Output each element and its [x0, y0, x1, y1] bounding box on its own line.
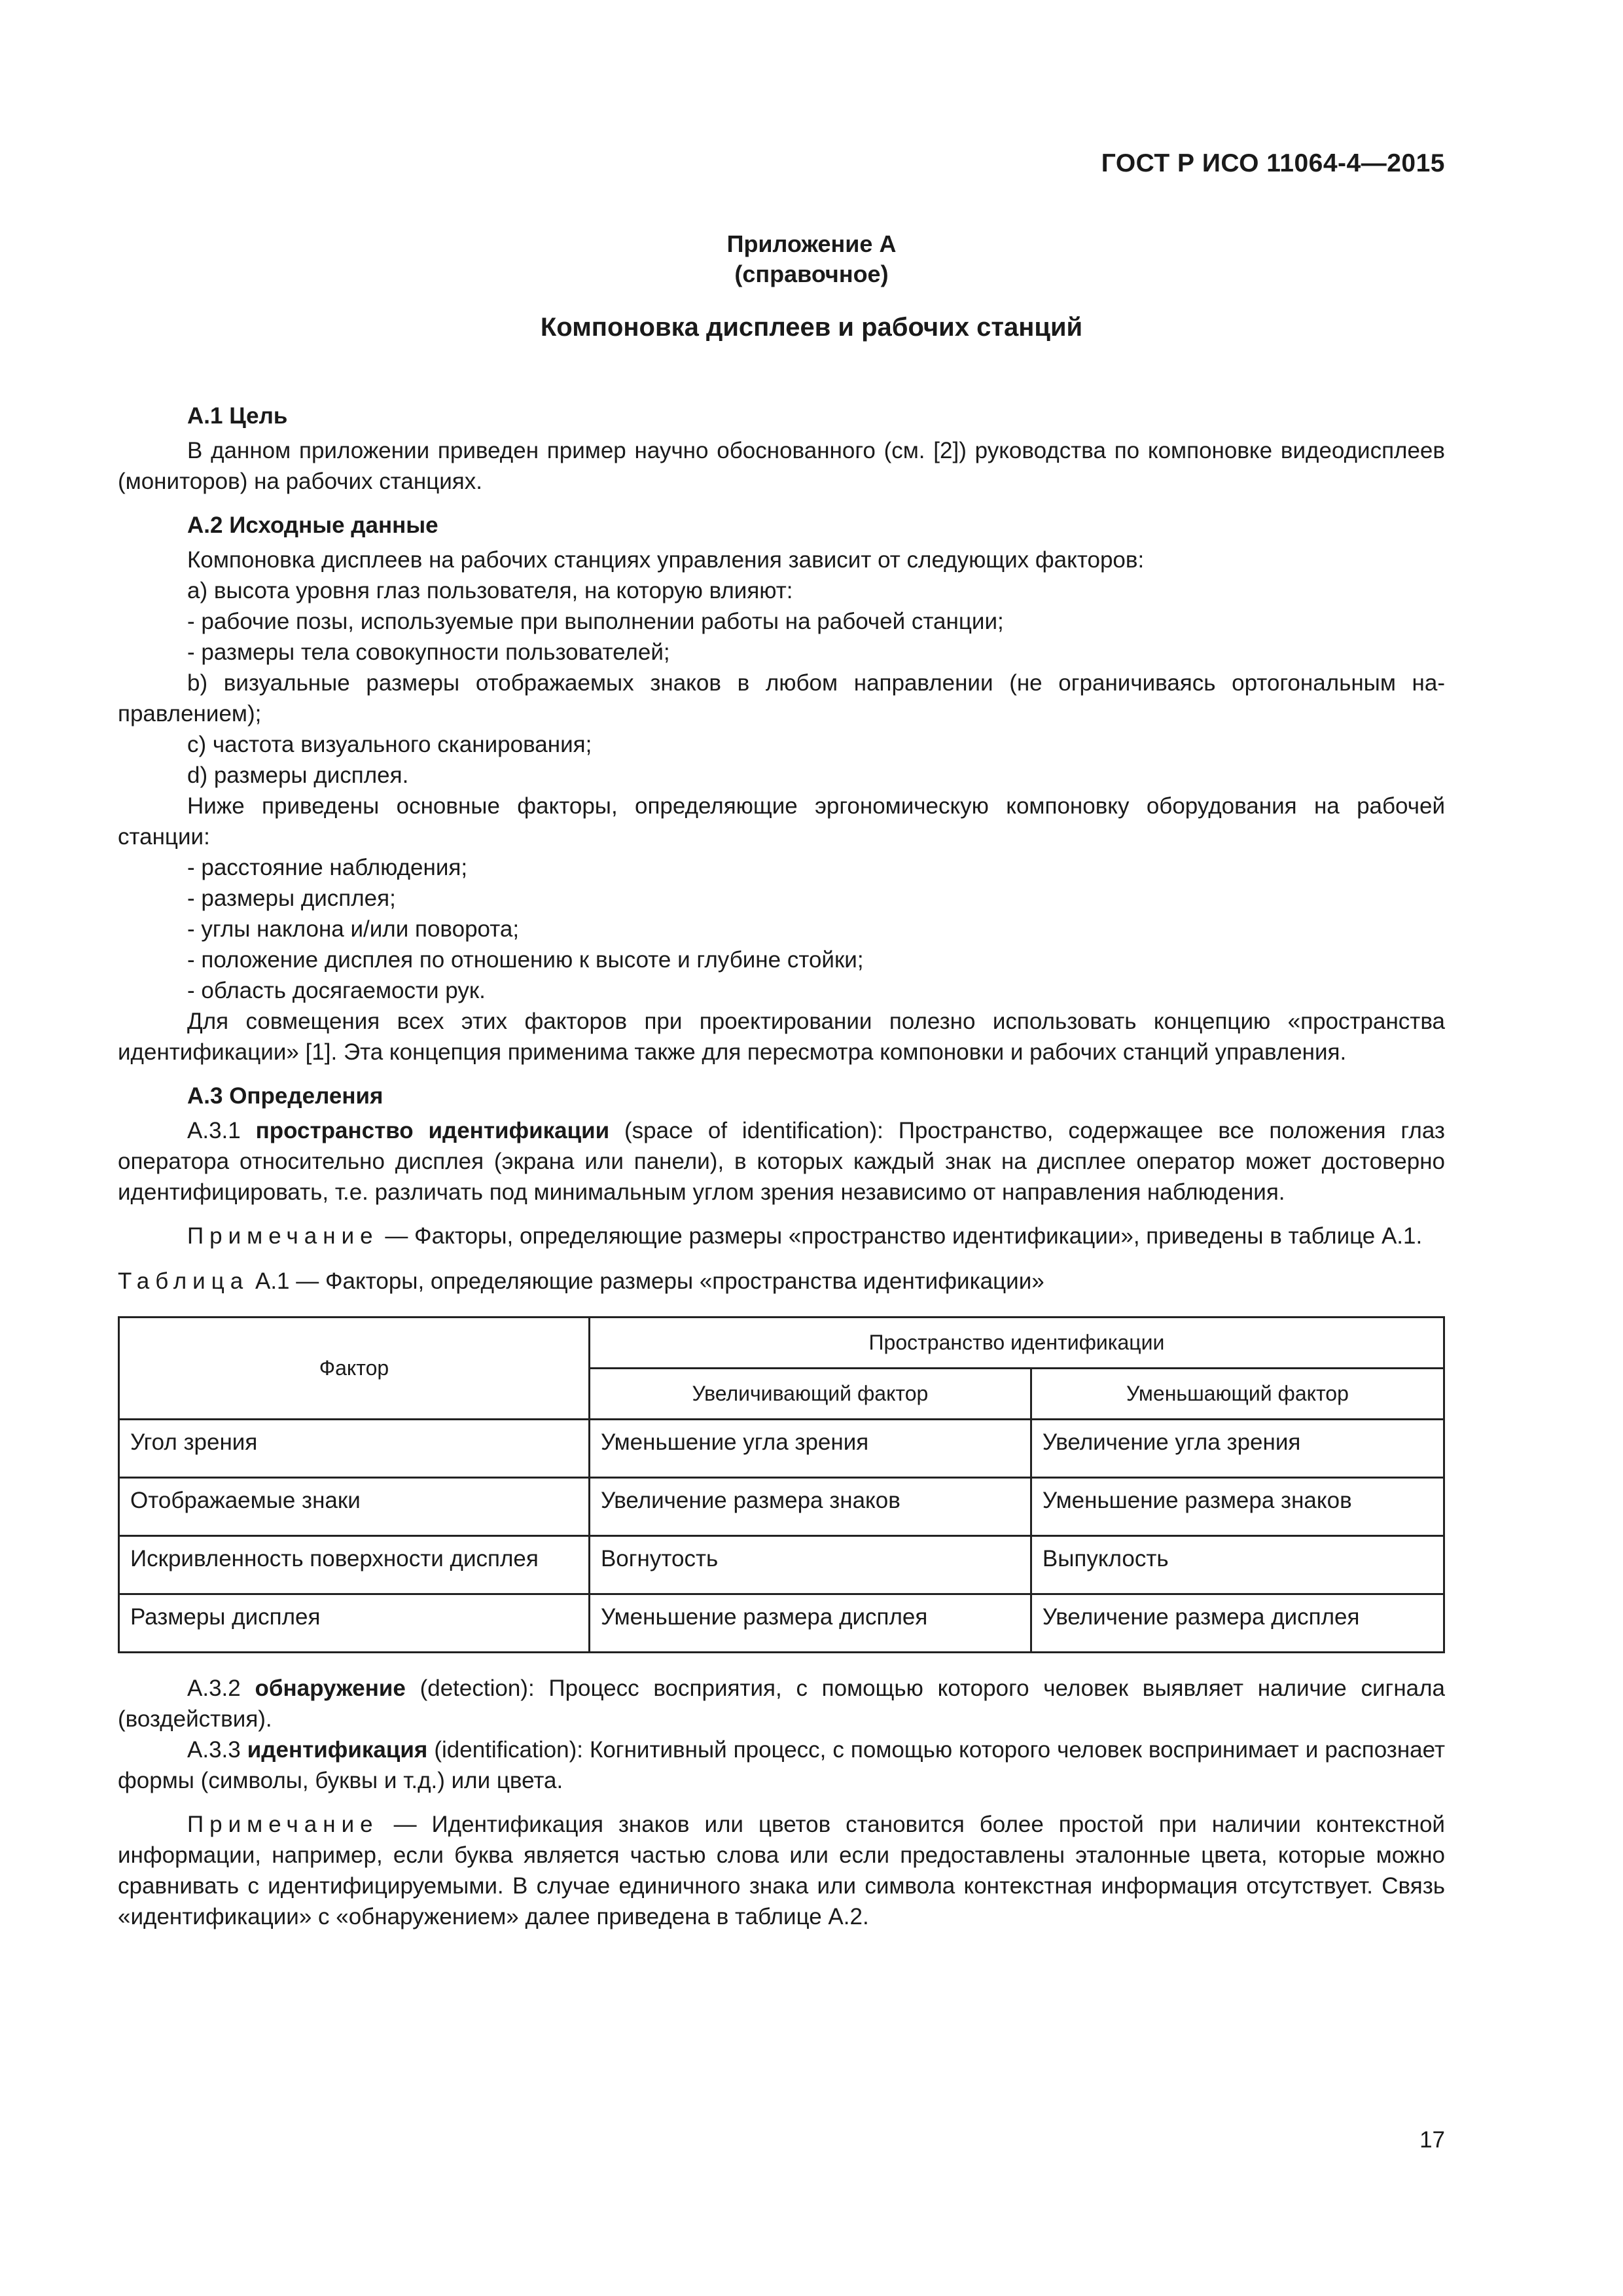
list-item: - размеры дисплея;	[187, 886, 396, 911]
definition-number: А.3.2	[187, 1676, 241, 1701]
definition-term: пространство идентификации	[255, 1118, 610, 1143]
header-increasing: Увеличивающий фактор	[589, 1369, 1031, 1420]
definition	[118, 1115, 1445, 1208]
header-space: Пространство идентификации	[589, 1318, 1444, 1369]
table-cell: Угол зрения	[119, 1420, 590, 1478]
list-item: - расстояние наблюдения;	[187, 855, 468, 880]
definition-term: обнаружение	[255, 1676, 406, 1701]
factors-table	[118, 1316, 1445, 1653]
definition	[118, 1673, 1445, 1734]
list-item: - размеры тела совокупности пользователей;	[187, 639, 670, 665]
paragraph: В данном приложении приведен пример научно обоснованного (см. [2]) руководства по компоновке видеодисплеев (мониторов) на рабочих станциях.	[118, 438, 1445, 494]
list-item: d) размеры дисплея.	[187, 762, 409, 788]
definition-text: (detection): Процесс восприятия, с помощью которого человек выявляет наличие сигнала (воздействия).	[118, 1676, 1446, 1732]
document-body	[118, 401, 1445, 1932]
paragraph: Для совмещения всех этих факторов при проектировании полезно использовать концепцию «пространства идентификации» [1]. Эта концепция применима также для пересмотра компоновки и рабочих станций управления.	[118, 1009, 1445, 1065]
definition-number: А.3.3	[187, 1737, 241, 1763]
note	[118, 1809, 1445, 1932]
note-label: Примечание	[187, 1223, 379, 1249]
list-item: - область досягаемости рук.	[187, 978, 486, 1003]
table-cell: Увеличение угла зрения	[1031, 1420, 1444, 1478]
note	[118, 1221, 1445, 1251]
list-item: - рабочие позы, используемые при выполнении работы на рабочей станции;	[187, 609, 1004, 634]
table-cell: Вогнутость	[589, 1536, 1031, 1594]
list-item: c) частота визуального сканирования;	[187, 732, 592, 757]
list-item: b) визуальные размеры отображаемых знаков в любом направлении (не ограничиваясь ортогональным направлением);	[118, 670, 1445, 726]
table-row	[119, 1536, 1444, 1594]
document-number: ГОСТ Р ИСО 11064-4—2015	[1101, 149, 1445, 177]
appendix-subtitle: (справочное)	[734, 260, 889, 287]
section-title: А.3 Определения	[187, 1083, 383, 1109]
table-cell: Отображаемые знаки	[119, 1478, 590, 1536]
list-item: a) высота уровня глаз пользователя, на которую влияют:	[187, 578, 793, 603]
appendix-heading: Компоновка дисплеев и рабочих станций	[540, 313, 1083, 342]
definition	[118, 1734, 1445, 1796]
paragraph: Ниже приведены основные факторы, определяющие эргономическую компоновку оборудования на рабочей станции:	[118, 793, 1445, 850]
table-cell: Уменьшение размера дисплея	[589, 1594, 1031, 1653]
table-cell: Уменьшение размера знаков	[1031, 1478, 1444, 1536]
list-item: - положение дисплея по отношению к высоте и глубине стойки;	[187, 947, 864, 973]
table-cell: Выпуклость	[1031, 1536, 1444, 1594]
definition-text: (identification): Когнитивный процесс, с помощью которого человек воспринимает и распознает формы (символы, буквы и т.д.) или цвета.	[118, 1737, 1445, 1793]
page-number: 17	[1419, 2127, 1445, 2153]
table-label: Таблица	[118, 1268, 249, 1294]
note-text: — Идентификация знаков или цветов становится более простой при наличии контекстной информации, например, если буква является частью слова или если предоставлены эталонные цвета, которые можно сравнивать с идентифицируемыми. В случае единичного знака или символа контекстная информация отсутствует. Связь «идентификации» с «обнаружением» далее приведена в таблице А.2.	[118, 1812, 1445, 1929]
note-text: — Факторы, определяющие размеры «пространство идентификации», приведены в таблице А.1.	[385, 1223, 1423, 1249]
definition-term: идентификация	[247, 1737, 428, 1763]
table-caption: Таблица А.1 — Факторы, определяющие размеры «пространства идентификации»	[118, 1268, 1044, 1294]
note-label: Примечание	[187, 1812, 379, 1837]
appendix-title: Приложение А	[726, 230, 897, 257]
paragraph: Компоновка дисплеев на рабочих станциях управления зависит от следующих факторов:	[187, 547, 1145, 573]
definition-number: А.3.1	[187, 1118, 241, 1143]
table-cell: Увеличение размера знаков	[589, 1478, 1031, 1536]
table-row	[119, 1420, 1444, 1478]
table-cell: Увеличение размера дисплея	[1031, 1594, 1444, 1653]
list-item: - углы наклона и/или поворота;	[187, 916, 520, 942]
header-decreasing: Уменьшающий фактор	[1031, 1369, 1444, 1420]
definition-text: (space of identification): Пространство, содержащее все положения глаз оператора относительно дисплея (экрана или панели), в которых каждый знак на дисплее оператор может достоверно идентифицировать, т.е. различать под минимальным углом зрения независимо от направления наблюдения.	[118, 1118, 1445, 1205]
section-title: А.1 Цель	[187, 403, 288, 429]
table-cell: Искривленность поверхности дисплея	[119, 1536, 590, 1594]
table-cell: Уменьшение угла зрения	[589, 1420, 1031, 1478]
header-factor: Фактор	[119, 1318, 590, 1420]
section-title: А.2 Исходные данные	[187, 512, 438, 538]
table-cell: Размеры дисплея	[119, 1594, 590, 1653]
table-row	[119, 1594, 1444, 1653]
table-row	[119, 1478, 1444, 1536]
